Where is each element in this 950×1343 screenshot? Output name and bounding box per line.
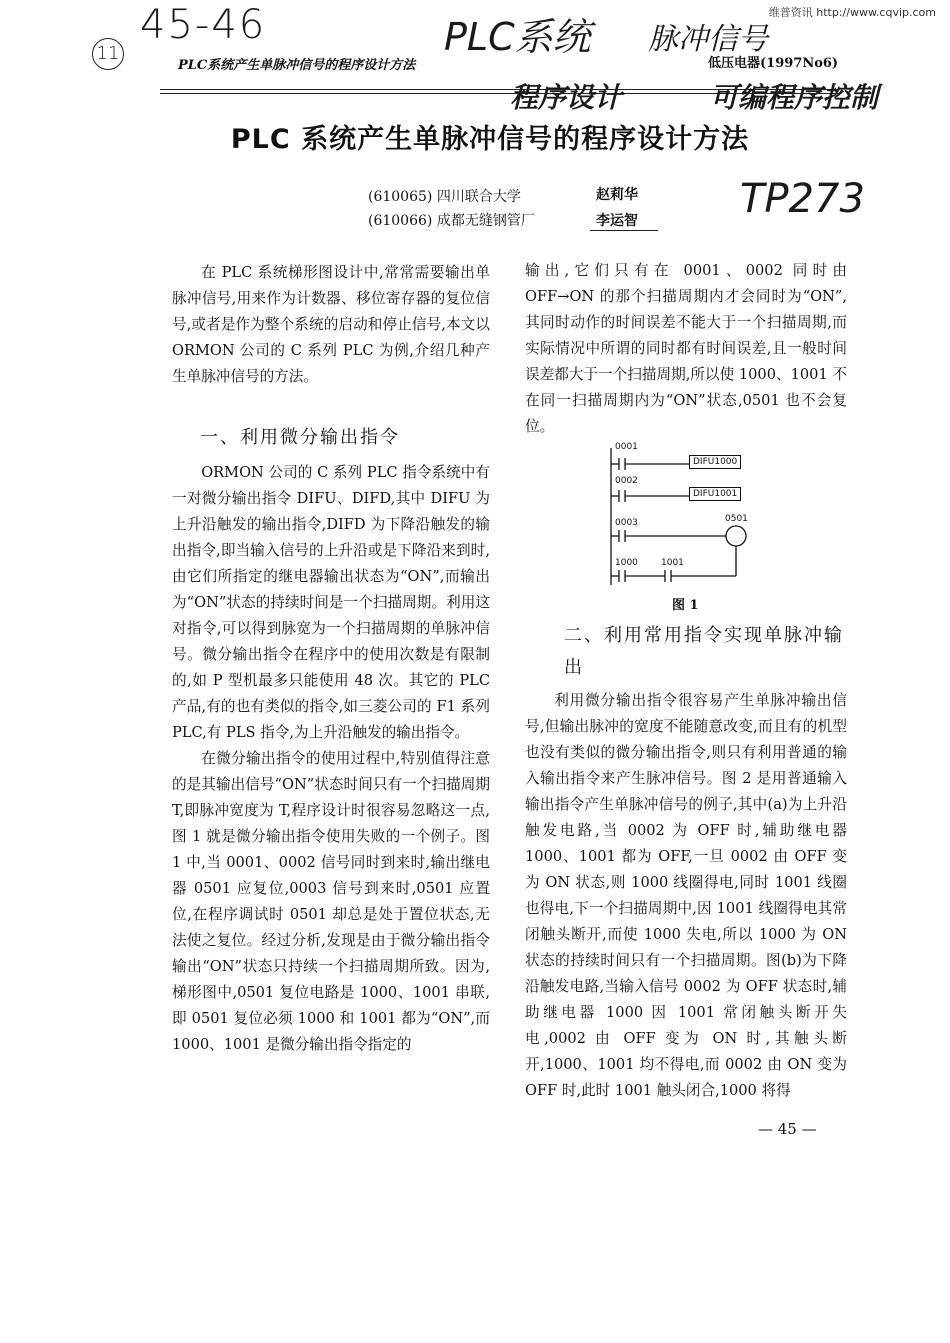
author-2: 李运智 <box>596 213 638 229</box>
instruction-difu1001: DIFU1001 <box>689 487 741 501</box>
instruction-difu1000: DIFU1000 <box>689 455 741 469</box>
article-title: PLC 系统产生单脉冲信号的程序设计方法 <box>230 124 750 155</box>
author-1: 赵莉华 <box>596 187 638 203</box>
affiliation-1: (610065) 四川联合大学 <box>368 189 521 205</box>
handwritten-keyword-plc-control: 可编程序控制 <box>710 81 879 114</box>
handwritten-circle-number: 11 <box>92 38 124 70</box>
handwritten-keyword-plc: PLC系统 <box>444 15 591 59</box>
running-title: PLC系统产生单脉冲信号的程序设计方法 <box>178 58 416 73</box>
contact-0003: 0003 <box>615 518 638 528</box>
intro-paragraph: 在 PLC 系统梯形图设计中,常常需要输出单脉冲信号,用来作为计数器、移位寄存器的复位信号,或者是作为整个系统的启动和停止信号,本文以 ORMON 公司的 C 系列 PLC 为例,介绍几种产生单脉冲信号的方法。 <box>172 264 490 385</box>
coil-0501: 0501 <box>725 514 748 524</box>
watermark: 维普资讯 http://www.cqvip.com <box>768 6 936 19</box>
contact-0002: 0002 <box>615 476 638 486</box>
section-heading-2: 二、利用常用指令实现单脉冲输出 <box>564 625 844 678</box>
contact-1001: 1001 <box>661 558 684 568</box>
section1-paragraph-2: 在微分输出指令的使用过程中,特别值得注意的是其输出信号“ON”状态时间只有一个扫描周期 T,即脉冲宽度为 T,程序设计时很容易忽略这一点,图 1 就是微分输出指令使用失败的一个例子。图 1 中,当 0001、0002 信号同时到来时,输出继电器 0501 应复位,0003 信号到来时,0501 应置位,在程序调试时 0501 却总是处于置位状态,无法使之复位。经过分析,发现是由于微分输出指令输出“ON”状态只持续一个扫描周期所致。因为,梯形图中,0501 复位电路是 1000、1001 串联,即 0501 复位必须 1000 和 1001 都为“ON”,而 1000、1001 是微分输出指令指定的 <box>172 750 490 1053</box>
contact-1000: 1000 <box>615 558 638 568</box>
section-heading-1: 一、利用微分输出指令 <box>200 427 400 448</box>
continued-paragraph: 输出,它们只有在 0001、0002 同时由 OFF→ON 的那个扫描周期内才会同时为“ON”,其同时动作的时间误差不能大于一个扫描周期,而实际情况中所谓的同时都有时间误差,且一般时间误差都大于一个扫描周期,所以使 1000、1001 不在同一扫描周期内为“ON”状态,0501 也不会复位。 <box>525 262 847 435</box>
figure-1-ladder <box>605 440 765 590</box>
column-right-body <box>525 688 847 1104</box>
figure-1-caption: 图 1 <box>672 598 699 613</box>
handwritten-keyword-program: 程序设计 <box>510 81 623 114</box>
handwritten-pages: 45-46 <box>140 2 267 48</box>
handwritten-keyword-pulse: 脉冲信号 <box>648 22 768 57</box>
column-left-body <box>172 460 490 1058</box>
column-left <box>172 260 490 390</box>
section2-paragraph-1: 利用微分输出指令很容易产生单脉冲输出信号,但输出脉冲的宽度不能随意改变,而且有的机型也没有类似的微分输出指令,则只有利用普通的输入输出指令来产生脉冲信号。图 2 是用普通输入输出指令产生单脉冲信号的例子,其中(a)为上升沿触发电路,当 0002 为 OFF 时,辅助继电器 1000、1001 都为 OFF,一旦 0002 由 OFF 变为 ON 状态,则 1000 线圈得电,同时 1001 线圈也得电,下一个扫描周期中,因 1001 线圈得电其常闭触头断开,而使 1000 失电,所以 1000 为 ON 状态的持续时间只有一个扫描周期。图(b)为下降沿触发电路,当输入信号 0002 为 OFF 状态时,辅助继电器 1000 因 1001 常闭触头断开失电,0002 由 OFF 变为 ON 时,其触头断开,1000、1001 均不得电,而 0002 由 ON 变为 OFF 时,此时 1001 触头闭合,1000 将得 <box>525 692 847 1099</box>
section1-paragraph-1: ORMON 公司的 C 系列 PLC 指令系统中有一对微分输出指令 DIFU、DIFD,其中 DIFU 为上升沿触发的输出指令,DIFD 为下降沿触发的输出指令,即当输入信号的上升沿或是下降沿来到时,由它们所指定的继电器输出状态为“ON”,而输出为“ON”状态的持续时间是一个扫描周期。利用这对指令,可以得到脉宽为一个扫描周期的单脉冲信号。微分输出指令在程序中的使用次数是有限制的,如 P 型机最多只能使用 48 次。其它的 PLC 产品,有的也有类似的指令,如三菱公司的 F1 系列 PLC,有 PLS 指令,为上升沿触发的输出指令。 <box>172 464 490 741</box>
handwritten-class-code: TP273 <box>740 176 865 222</box>
column-right <box>525 258 847 440</box>
author-underline <box>590 230 658 231</box>
contact-0001: 0001 <box>615 442 638 452</box>
affiliation-2: (610066) 成都无缝钢管厂 <box>368 213 535 229</box>
journal-info: 低压电器(1997No6) <box>708 56 839 71</box>
page-number: — 45 — <box>758 1120 817 1138</box>
